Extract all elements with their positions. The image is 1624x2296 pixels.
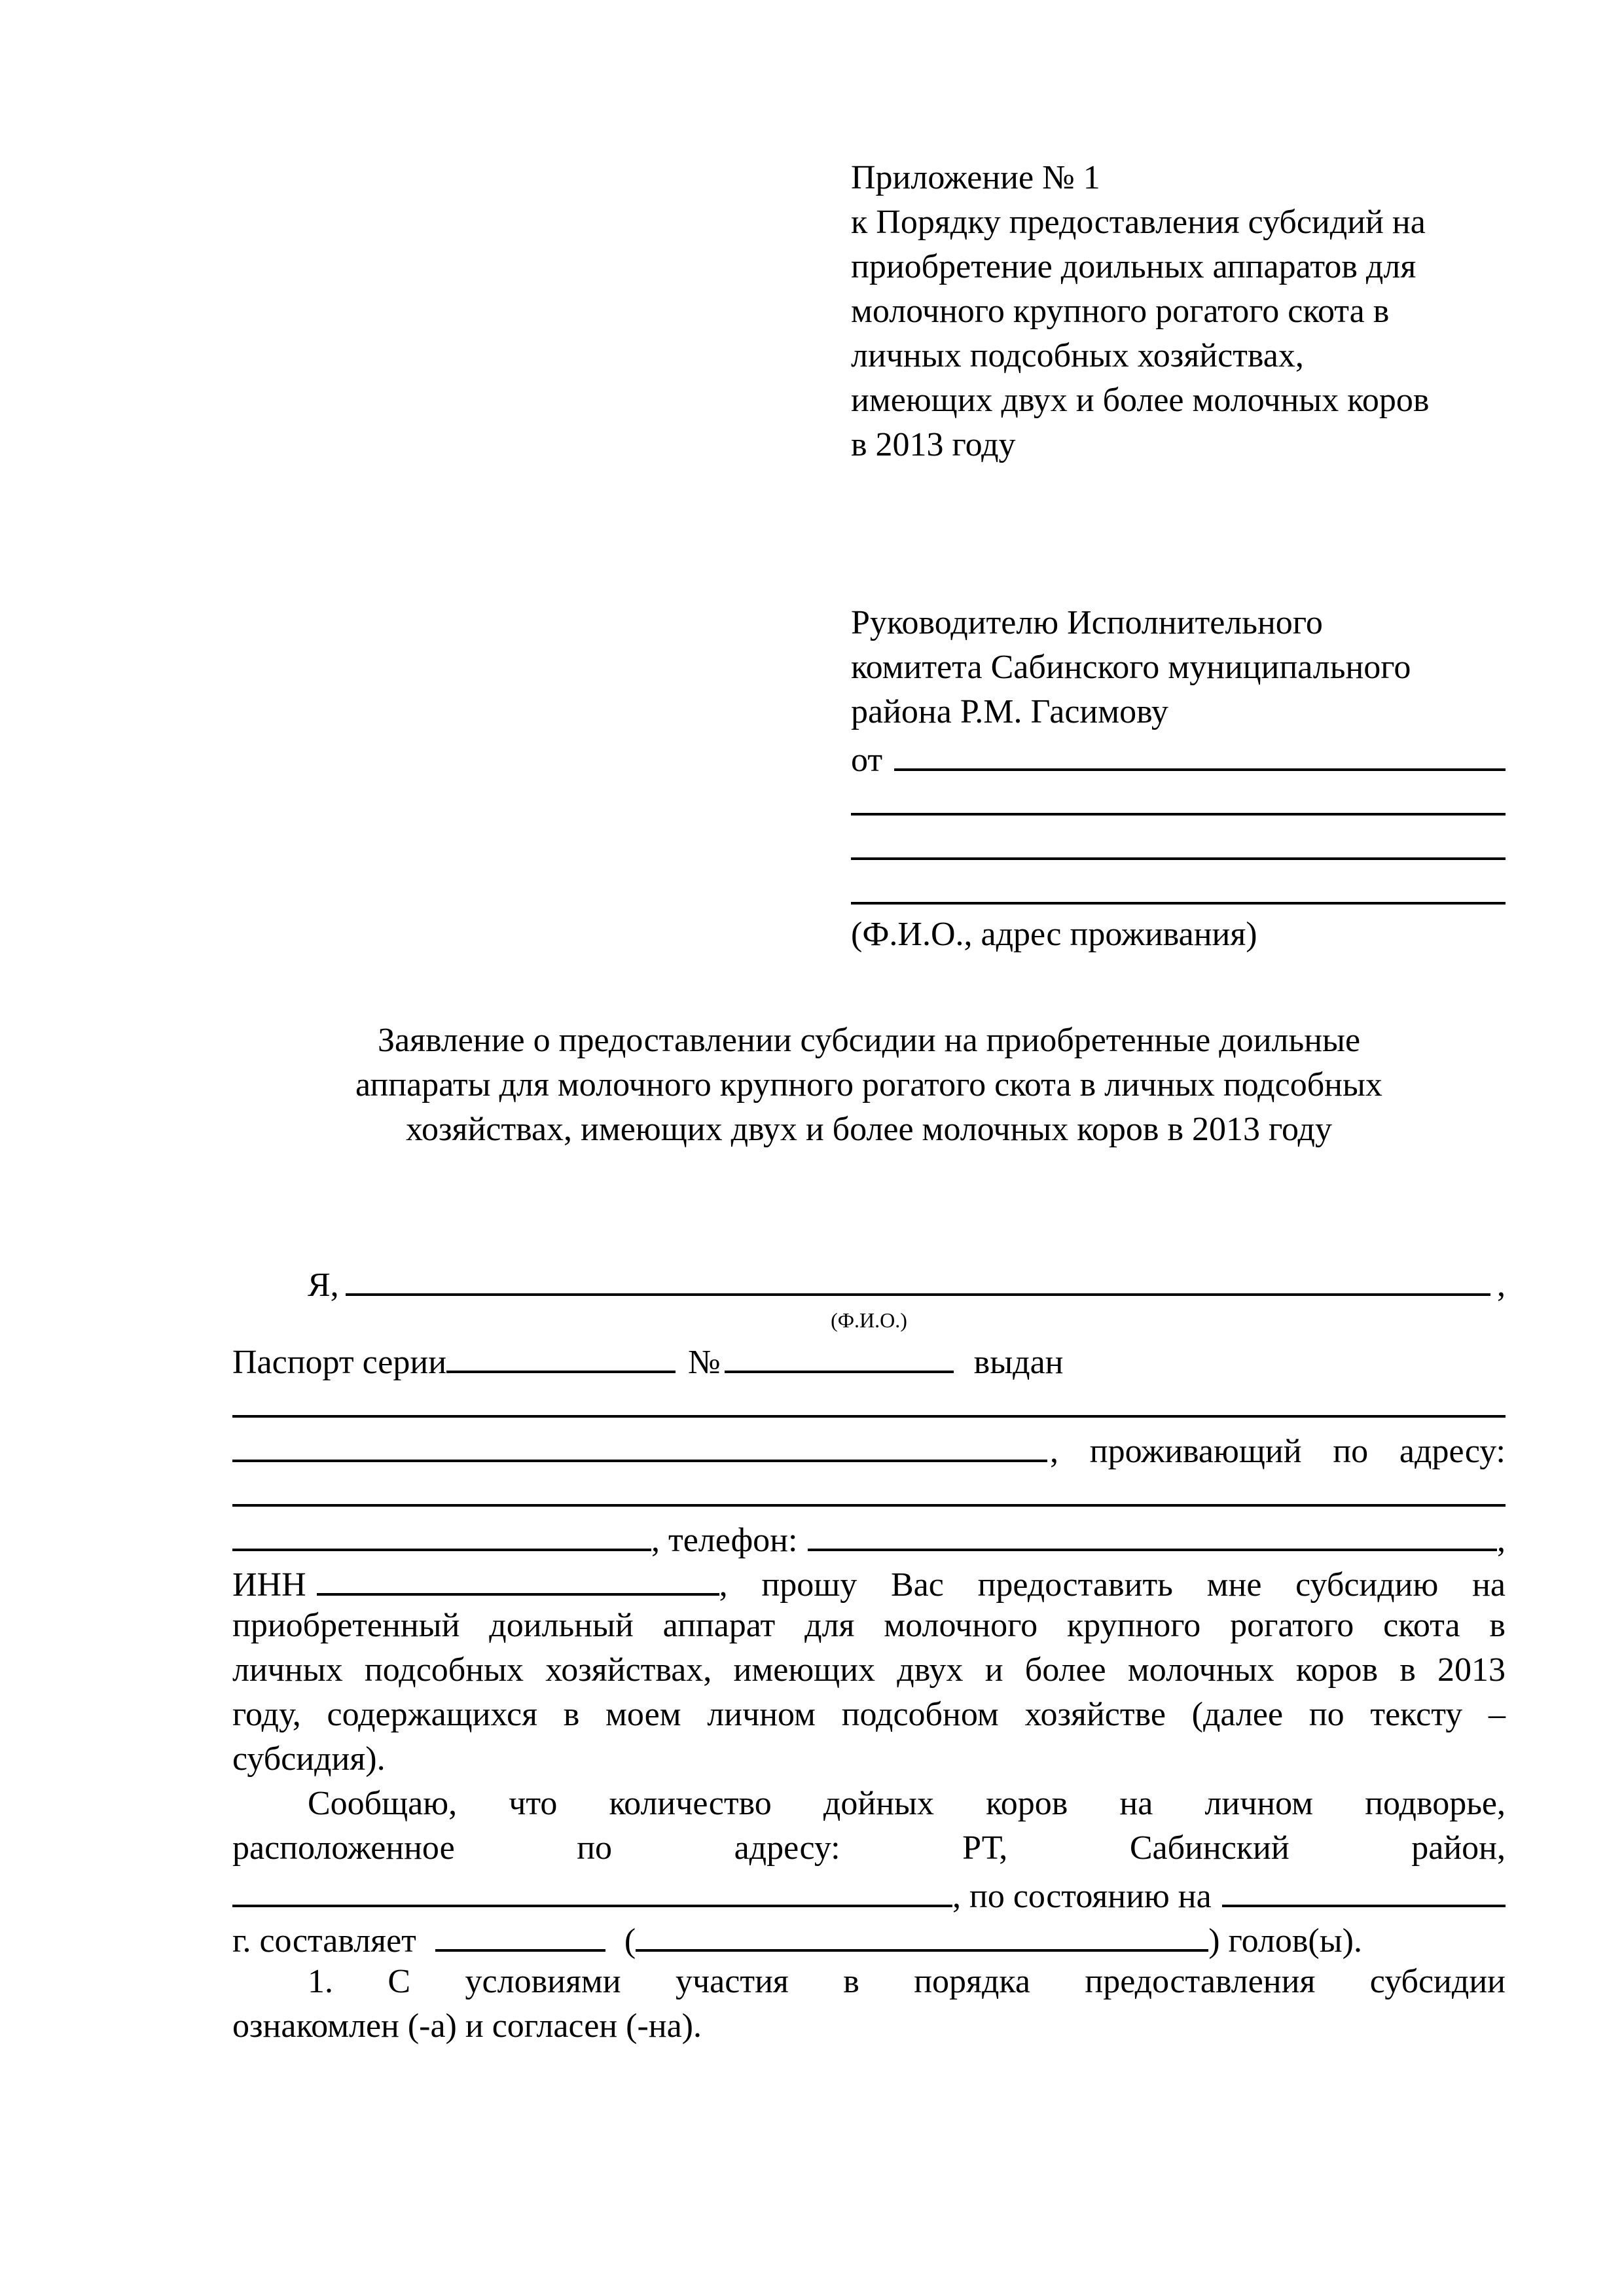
- body-text: ознакомлен (-а) и согласен (-на).: [232, 2007, 702, 2045]
- body-text: личных подсобных хозяйствах, имеющих двух и более молочных коров в 2013: [232, 1651, 1506, 1689]
- body-text: приобретенный доильный аппарат для молочного крупного рогатого скота в: [232, 1607, 1506, 1644]
- item1-line: [232, 1960, 1506, 2004]
- count-words-blank: [636, 1915, 1208, 1952]
- passport-number-blank: [725, 1336, 954, 1373]
- passport-line: [232, 1336, 1506, 1381]
- page-content: [232, 156, 1506, 2049]
- body-text: расположенное по адресу: РТ, Сабинский район,: [232, 1829, 1506, 1867]
- amount-line: [232, 1915, 1506, 1960]
- appendix-line: имеющих двух и более молочных коров: [851, 382, 1430, 419]
- body-line: [232, 1648, 1506, 1693]
- addressee-block: [851, 601, 1506, 957]
- spacer: [232, 467, 1506, 601]
- as-of-label: , по состоянию на: [952, 1878, 1212, 1915]
- body-text: году, содержащихся в моем личном подсобном хозяйстве (далее по тексту –: [232, 1696, 1506, 1733]
- request-text: , прошу Вас предоставить мне субсидию на: [719, 1566, 1506, 1604]
- body-text: Сообщаю, что количество дойных коров на личном подворье,: [308, 1785, 1506, 1822]
- from-label: от: [851, 742, 883, 779]
- addressee-line: Руководителю Исполнительного: [851, 604, 1323, 641]
- as-of-line: [232, 1871, 1506, 1915]
- document-title: [232, 1018, 1506, 1152]
- from-line: [851, 734, 1506, 779]
- phone-line: [232, 1515, 1506, 1559]
- blank-row: [232, 1470, 1506, 1515]
- spacer: [232, 1152, 1506, 1259]
- numero-sign: №: [688, 1344, 721, 1381]
- title-line: аппараты для молочного крупного рогатого скота в личных подсобных: [355, 1066, 1382, 1103]
- applicant-address-blank: [851, 779, 1506, 816]
- blank-row: [851, 868, 1506, 912]
- phone-blank: [808, 1515, 1497, 1551]
- address-blank2: [232, 1515, 651, 1551]
- fio-blank: [346, 1259, 1490, 1296]
- address-blank: [232, 1470, 1506, 1507]
- body-line: [232, 1693, 1506, 1737]
- passport-label: Паспорт серии: [232, 1344, 447, 1381]
- date-blank: [1222, 1871, 1506, 1907]
- item1-line: [232, 2004, 1506, 2049]
- applicant-address-blank: [851, 823, 1506, 860]
- report-line: [232, 1826, 1506, 1871]
- blank-row: [232, 1381, 1506, 1426]
- appendix-line: личных подсобных хозяйствах,: [851, 337, 1304, 374]
- amount-prefix: г. составляет: [232, 1922, 416, 1960]
- blank-row: [851, 779, 1506, 823]
- applicant-address-blank: [851, 868, 1506, 905]
- appendix-line: к Порядку предоставления субсидий на: [851, 204, 1426, 241]
- issued-by-blank2: [232, 1426, 1047, 1462]
- appendix-line: в 2013 году: [851, 426, 1016, 463]
- residing-line: [232, 1426, 1506, 1470]
- blank-row: [851, 823, 1506, 868]
- passport-series-blank: [446, 1336, 676, 1373]
- report-line: [232, 1782, 1506, 1826]
- issued-by-blank: [232, 1381, 1506, 1418]
- appendix-line: молочного крупного рогатого скота в: [851, 293, 1390, 330]
- ya-trailing-comma: ,: [1497, 1266, 1506, 1304]
- fio-small-caption: (Ф.И.О.): [831, 1308, 907, 1332]
- residing-label: , проживающий по адресу:: [1050, 1433, 1506, 1470]
- paren-open: (: [624, 1922, 636, 1960]
- paren-close: ) голов(ы).: [1208, 1922, 1362, 1960]
- appendix-line: Приложение № 1: [851, 159, 1100, 196]
- count-blank: [435, 1915, 605, 1952]
- addressee-line: комитета Сабинского муниципального: [851, 649, 1411, 686]
- title-line: хозяйствах, имеющих двух и более молочных коров в 2013 году: [406, 1111, 1332, 1148]
- spacer: [232, 957, 1506, 1018]
- ya-label: Я,: [308, 1266, 339, 1304]
- appendix-block: [851, 156, 1506, 467]
- passport-issued-label: выдан: [973, 1344, 1064, 1381]
- fio-address-caption: (Ф.И.О., адрес проживания): [851, 916, 1257, 953]
- inn-blank: [317, 1559, 719, 1596]
- body-text: 1. С условиями участия в порядка предоставления субсидии: [308, 1963, 1506, 2000]
- appendix-line: приобретение доильных аппаратов для: [851, 248, 1416, 285]
- body-line: [232, 1604, 1506, 1648]
- title-line: Заявление о предоставлении субсидии на приобретенные доильные: [377, 1022, 1361, 1059]
- inn-label: ИНН: [232, 1566, 306, 1604]
- addressee-line: района Р.М. Гасимову: [851, 693, 1168, 730]
- body-text: субсидия).: [232, 1740, 386, 1778]
- applicant-name-blank: [894, 734, 1506, 771]
- body-line: [232, 1737, 1506, 1782]
- settlement-blank: [232, 1871, 952, 1907]
- phone-label: , телефон:: [651, 1522, 798, 1559]
- inn-line: [232, 1559, 1506, 1604]
- applicant-line: [232, 1259, 1506, 1304]
- phone-trailing-comma: ,: [1497, 1522, 1506, 1559]
